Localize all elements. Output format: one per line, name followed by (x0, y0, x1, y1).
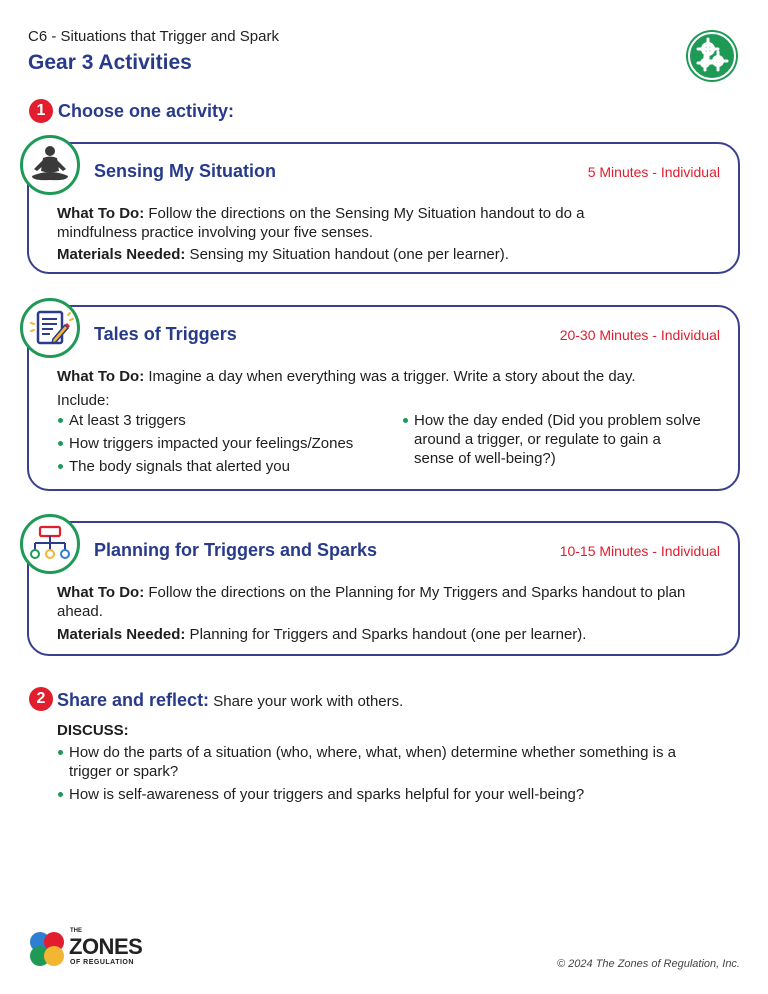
what-to-do (57, 204, 657, 242)
materials-label: Materials Needed: (57, 626, 186, 643)
gears-icon (686, 30, 738, 82)
activity-time: 10-15 Minutes - Individual (559, 543, 720, 559)
copyright: © 2024 The Zones of Regulation, Inc. (557, 958, 740, 970)
list-item: How do the parts of a situation (who, where, what, when) determine whether something is a trigger or spark? (57, 743, 697, 781)
activity-card-planning (27, 521, 740, 656)
discuss-questions (57, 743, 697, 808)
include-label: Include: (57, 392, 110, 409)
what-label: What To Do: (57, 584, 145, 601)
flowchart-icon (20, 514, 80, 574)
step-number-1: 1 (29, 99, 53, 123)
logo-zones: ZONES (69, 934, 143, 959)
activity-title: Planning for Triggers and Sparks (94, 540, 378, 560)
activity-title: Tales of Triggers (94, 324, 237, 344)
writing-icon (20, 298, 80, 358)
what-label: What To Do: (57, 205, 145, 222)
materials-needed (57, 625, 727, 644)
lesson-subtitle: C6 - Situations that Trigger and Spark (28, 28, 279, 45)
activity-card-tales (27, 305, 740, 491)
what-to-do (57, 367, 727, 386)
materials-needed (57, 245, 717, 264)
share-text: Share your work with others. (209, 693, 404, 710)
zones-logo-icon (26, 928, 166, 970)
what-to-do (57, 583, 727, 621)
materials-text: Planning for Triggers and Sparks handout (one per learner). (185, 626, 587, 643)
discuss-label: DISCUSS: (57, 722, 129, 739)
activity-title: Sensing My Situation (94, 161, 277, 181)
activity-time: 20-30 Minutes - Individual (559, 327, 720, 343)
what-text: Imagine a day when everything was a trigger. Write a story about the day. (144, 368, 636, 385)
list-item: At least 3 triggers (57, 411, 397, 430)
list-item: How the day ended (Did you problem solve around a trigger, or regulate to gain a sense of well-being?) (402, 411, 702, 468)
logo-regulation: OF REGULATION (70, 959, 134, 966)
step-heading-share (57, 690, 403, 711)
what-text: Follow the directions on the Sensing My Situation handout to do a mindfulness practice involving your five senses. (57, 205, 585, 241)
include-list-right (402, 411, 702, 472)
what-label: What To Do: (57, 368, 145, 385)
logo-the: THE (70, 928, 82, 934)
activity-card-sensing (27, 142, 740, 274)
materials-text: Sensing my Situation handout (one per learner). (185, 246, 509, 263)
share-heading: Share and reflect: (57, 690, 210, 710)
page-title: Gear 3 Activities (28, 51, 192, 74)
include-list-left (57, 411, 397, 480)
step-heading-choose: Choose one activity: (58, 101, 235, 121)
meditation-icon (20, 135, 80, 195)
materials-label: Materials Needed: (57, 246, 186, 263)
activity-time: 5 Minutes - Individual (587, 164, 720, 180)
list-item: The body signals that alerted you (57, 457, 397, 476)
step-number-2: 2 (29, 687, 53, 711)
what-text: Follow the directions on the Planning for My Triggers and Sparks handout to plan ahead. (57, 584, 686, 620)
list-item: How is self-awareness of your triggers and sparks helpful for your well-being? (57, 785, 697, 804)
list-item: How triggers impacted your feelings/Zones (57, 434, 397, 453)
